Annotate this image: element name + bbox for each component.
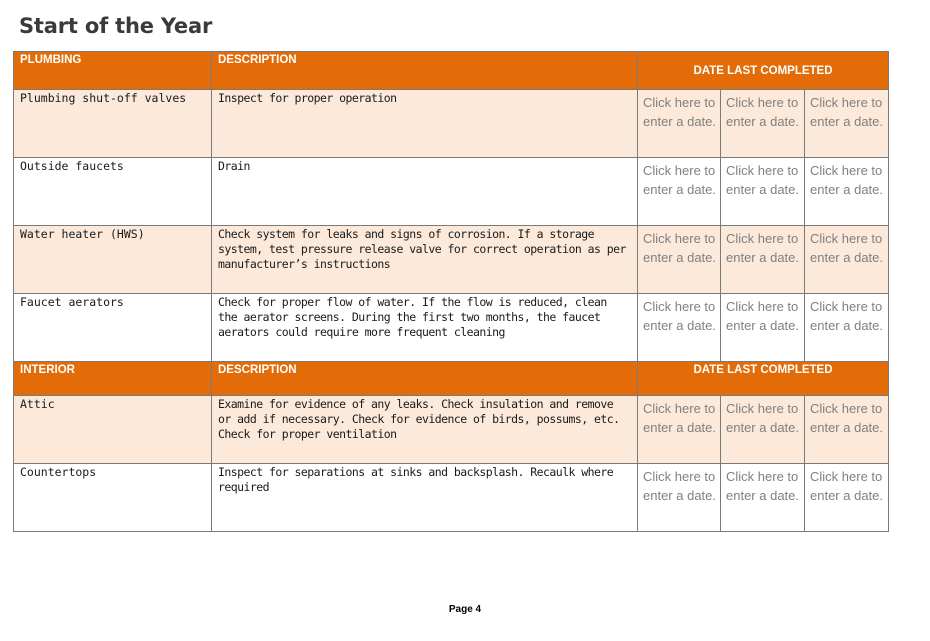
item-description: Inspect for proper operation	[212, 90, 638, 158]
table-row	[14, 158, 889, 226]
date-picker-field[interactable]: Click here to enter a date.	[805, 226, 889, 294]
table-row	[14, 226, 889, 294]
date-picker-field[interactable]: Click here to enter a date.	[721, 294, 805, 362]
date-picker-field[interactable]: Click here to enter a date.	[638, 294, 721, 362]
category-header: INTERIOR	[14, 362, 212, 396]
item-description: Drain	[212, 158, 638, 226]
item-description: Check for proper flow of water. If the flow is reduced, clean the aerator screens. During the first two months, the faucet aerators could require more frequent cleaning	[212, 294, 638, 362]
date-picker-field[interactable]: Click here to enter a date.	[721, 90, 805, 158]
date-picker-field[interactable]: Click here to enter a date.	[805, 294, 889, 362]
section-header-row	[14, 52, 889, 90]
item-name: Countertops	[14, 464, 212, 532]
date-picker-field[interactable]: Click here to enter a date.	[721, 158, 805, 226]
page-title: Start of the Year	[19, 14, 213, 38]
table-row	[14, 396, 889, 464]
category-header: PLUMBING	[14, 52, 212, 90]
date-last-completed-header: DATE LAST COMPLETED	[638, 52, 889, 90]
table-row	[14, 90, 889, 158]
date-last-completed-header: DATE LAST COMPLETED	[638, 362, 889, 396]
item-name: Attic	[14, 396, 212, 464]
date-picker-field[interactable]: Click here to enter a date.	[638, 464, 721, 532]
date-picker-field[interactable]: Click here to enter a date.	[721, 464, 805, 532]
item-name: Faucet aerators	[14, 294, 212, 362]
item-name: Plumbing shut-off valves	[14, 90, 212, 158]
date-picker-field[interactable]: Click here to enter a date.	[805, 90, 889, 158]
date-picker-field[interactable]: Click here to enter a date.	[638, 396, 721, 464]
date-picker-field[interactable]: Click here to enter a date.	[638, 158, 721, 226]
table-row	[14, 464, 889, 532]
description-header: DESCRIPTION	[212, 52, 638, 90]
date-picker-field[interactable]: Click here to enter a date.	[805, 158, 889, 226]
item-description: Examine for evidence of any leaks. Check insulation and remove or add if necessary. Check for evidence of birds, possums, etc. Check for proper ventilation	[212, 396, 638, 464]
maintenance-table	[13, 51, 889, 532]
item-description: Inspect for separations at sinks and backsplash. Recaulk where required	[212, 464, 638, 532]
date-picker-field[interactable]: Click here to enter a date.	[638, 226, 721, 294]
date-picker-field[interactable]: Click here to enter a date.	[638, 90, 721, 158]
description-header: DESCRIPTION	[212, 362, 638, 396]
date-picker-field[interactable]: Click here to enter a date.	[721, 396, 805, 464]
page-number: Page 4	[448, 604, 482, 615]
section-header-row	[14, 362, 889, 396]
date-picker-field[interactable]: Click here to enter a date.	[721, 226, 805, 294]
item-description: Check system for leaks and signs of corrosion. If a storage system, test pressure release valve for correct operation as per manufacturer’s instructions	[212, 226, 638, 294]
date-picker-field[interactable]: Click here to enter a date.	[805, 464, 889, 532]
item-name: Outside faucets	[14, 158, 212, 226]
date-picker-field[interactable]: Click here to enter a date.	[805, 396, 889, 464]
table-row	[14, 294, 889, 362]
item-name: Water heater (HWS)	[14, 226, 212, 294]
